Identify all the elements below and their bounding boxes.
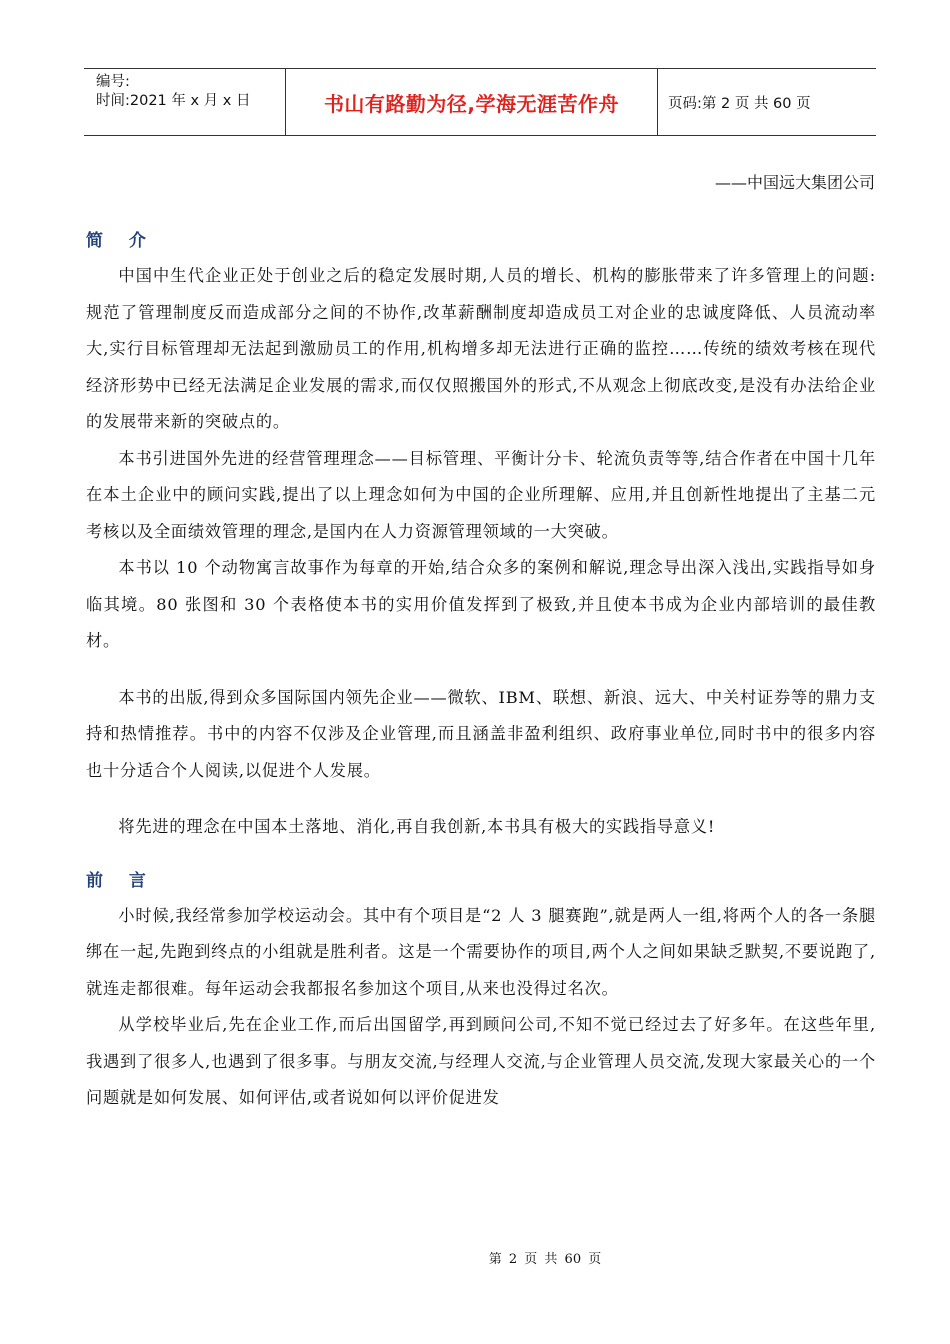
intro-paragraph: 本书的出版,得到众多国际国内领先企业——微软、IBM、联想、新浪、远大、中关村证券等的鼎力支持和热情推荐。书中的内容不仅涉及企业管理,而且涵盖非盈利组织、政府事业单位,同时书中的很多内容也十分适合个人阅读,以促进个人发展。 [86,687,876,780]
spacer [86,660,876,680]
spacer [86,789,876,809]
page-footer: 第 2 页 共 60 页 [488,1252,602,1267]
intro-paragraph: 本书以 10 个动物寓言故事作为每章的开始,结合众多的案例和解说,理念导出深入浅出,实践指导如身临其境。80 张图和 30 个表格使本书的实用价值发挥到了极致,并且使本书成为企业内部培训的最佳教材。 [86,558,876,650]
intro-paragraph: 本书引进国外先进的经营管理理念——目标管理、平衡计分卡、轮流负责等等,结合作者在中国十几年在本土企业中的顾问实践,提出了以上理念如何为中国的企业所理解、应用,并且创新性地提出了主基二元考核以及全面绩效管理的理念,是国内在人力资源管理领域的一大突破。 [86,448,876,541]
attribution: ——中国远大集团公司 [714,173,875,192]
document-number-label: 编号: [96,74,130,90]
page-header [84,68,876,136]
intro-heading: 简 介 [86,231,156,251]
document-body [86,224,876,1117]
header-page-number: 页码:第 2 页 共 60 页 [668,95,811,112]
intro-paragraph: 中国中生代企业正处于创业之后的稳定发展时期,人员的增长、机构的膨胀带来了许多管理上的问题:规范了管理制度反而造成部分之间的不协作,改革薪酬制度却造成员工对企业的忠诚度降低、人员流动率大,实行目标管理却无法起到激励员工的作用,机构增多却无法进行正确的监控……传统的绩效考核在现代经济形势中已经无法满足企业发展的需求,而仅仅照搬国外的形式,不从观念上彻底改变,是没有办法给企业的发展带来新的突破点的。 [86,266,876,431]
header-motto: 书山有路勤为径,学海无涯苦作舟 [286,69,658,135]
preface-paragraph: 从学校毕业后,先在企业工作,而后出国留学,再到顾问公司,不知不觉已经过去了好多年。在这些年里,我遇到了很多人,也遇到了很多事。与朋友交流,与经理人交流,与企业管理人员交流,发现大家最关心的一个问题就是如何发展、如何评估,或者说如何以评价促进发 [86,1015,876,1107]
preface-heading: 前 言 [86,870,156,891]
intro-paragraph: 将先进的理念在中国本土落地、消化,再自我创新,本书具有极大的实践指导意义! [118,817,716,836]
preface-paragraph: 小时候,我经常参加学校运动会。其中有个项目是“2 人 3 腿赛跑”,就是两人一组,将两个人的各一条腿绑在一起,先跑到终点的小组就是胜利者。这是一个需要协作的项目,两个人之间如果缺乏默契,不要说跑了,就连走都很难。每年运动会我都报名参加这个项目,从来也没得过名次。 [86,905,876,998]
spacer [86,846,876,864]
document-time-label: 时间:2021 年 x 月 x 日 [96,93,251,109]
header-meta [84,69,286,135]
